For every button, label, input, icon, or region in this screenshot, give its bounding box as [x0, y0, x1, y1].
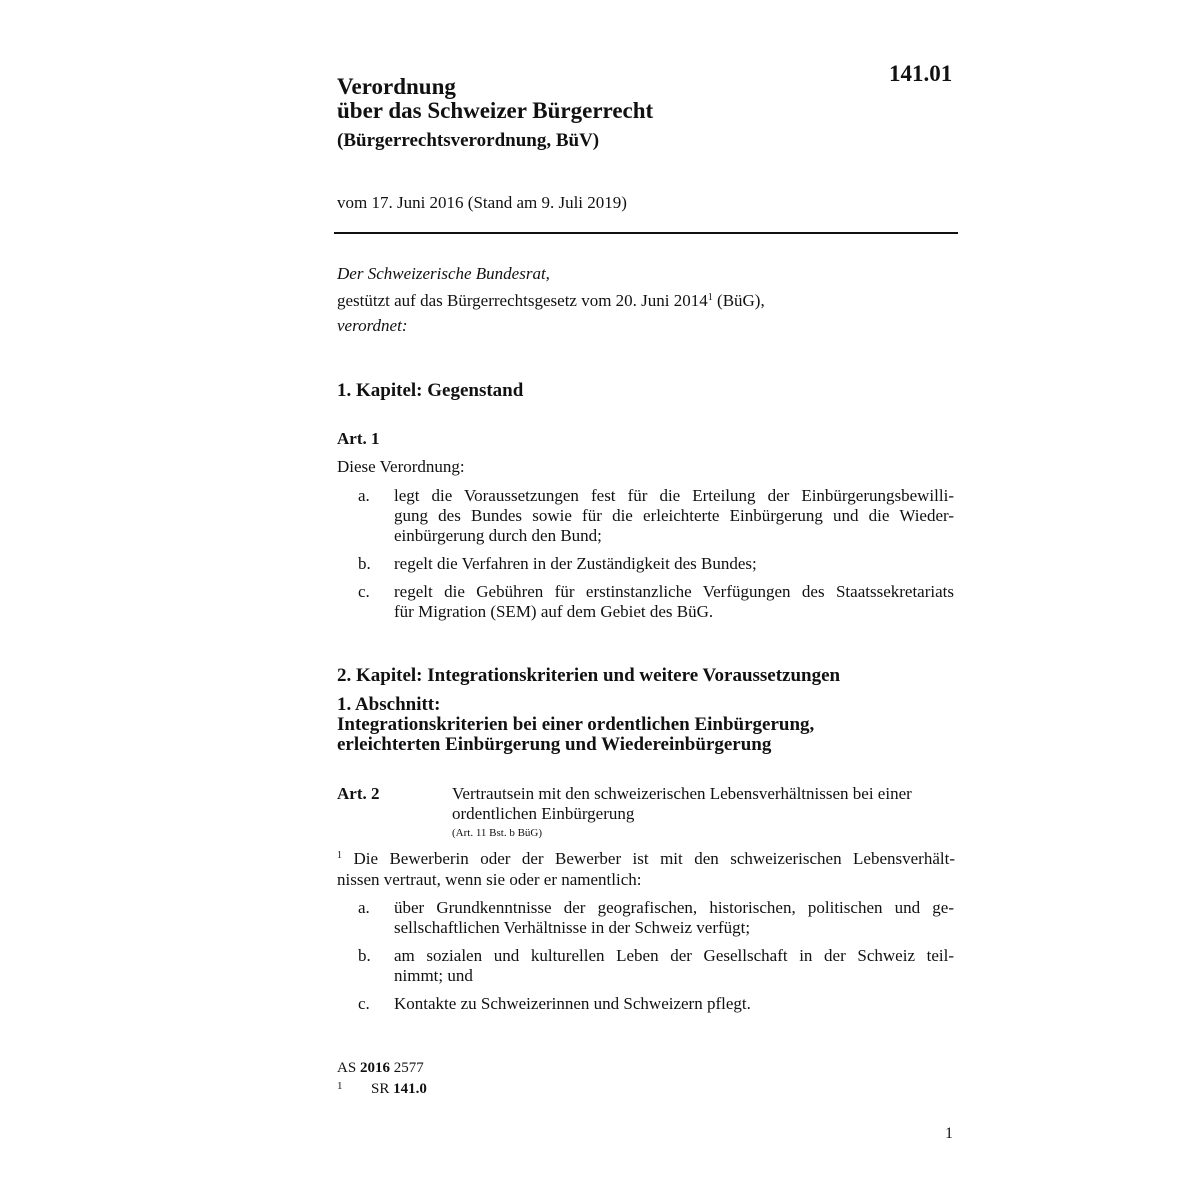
list-item-line: regelt die Verfahren in der Zuständigkeit des Bundes;: [394, 554, 757, 573]
sr-number: 141.01: [889, 61, 953, 86]
preamble-authority: Der Schweizerische Bundesrat,: [337, 264, 550, 283]
list-item-line: einbürgerung durch den Bund;: [394, 526, 602, 545]
official-compilation-ref: AS 2016 2577: [337, 1060, 424, 1076]
footnote-number: 1: [337, 1080, 343, 1092]
footnote-ref: 1: [707, 292, 713, 303]
list-item-line: regelt die Gebühren für erstinstanzliche Verfügungen des Staatssekretariats: [394, 582, 954, 601]
art2-title-line-2: ordentlichen Einbürgerung: [452, 804, 635, 823]
section-title-line-1: Integrationskriterien bei einer ordentlichen Einbürgerung,: [337, 714, 815, 735]
paragraph-number: 1: [337, 850, 342, 861]
list-item-line: für Migration (SEM) auf dem Gebiet des BüG.: [394, 602, 714, 621]
preamble-basis: gestützt auf das Bürgerrechtsgesetz vom 20. Juni 2014$^1$ (BüG),: [337, 291, 765, 310]
chapter1-title: 1. Kapitel: Gegenstand: [337, 380, 524, 401]
preamble-decree: verordnet:: [337, 316, 408, 335]
art1-intro: Diese Verordnung:: [337, 457, 465, 476]
list-item-label: c.: [358, 582, 370, 601]
list-item-line: am sozialen und kulturellen Leben der Gesellschaft in der Schweiz teil-: [394, 946, 954, 965]
title-line-2: über das Schweizer Bürgerrecht: [337, 98, 654, 123]
list-item-label: c.: [358, 994, 370, 1013]
list-item-label: a.: [358, 486, 370, 505]
footnote-text: SR 141.0: [371, 1081, 427, 1097]
art2-reference: (Art. 11 Bst. b BüG): [452, 827, 543, 839]
list-item-line: sellschaftlichen Verhältnisse in der Schweiz verfügt;: [394, 918, 751, 937]
art2-paragraph-line-2: nissen vertraut, wenn sie oder er namentlich:: [337, 870, 642, 889]
art2-title-line-1: Vertrautsein mit den schweizerischen Lebensverhältnissen bei einer: [452, 784, 912, 803]
list-item-line: legt die Voraussetzungen fest für die Erteilung der Einbürgerungsbewilli-: [394, 486, 954, 505]
list-item-label: a.: [358, 898, 370, 917]
header-rule: [334, 232, 958, 234]
section-title-line-2: erleichterten Einbürgerung und Wiedereinbürgerung: [337, 734, 772, 755]
section-label: 1. Abschnitt:: [337, 694, 441, 715]
art2-paragraph-line-1: $^1$ Die Bewerberin oder der Bewerber ist mit den schweizerischen Lebensverhält-: [337, 849, 955, 868]
subtitle: (Bürgerrechtsverordnung, BüV): [337, 130, 600, 151]
list-item-line: Kontakte zu Schweizerinnen und Schweizern pflegt.: [394, 994, 751, 1013]
list-item-line: gung des Bundes sowie für die erleichterte Einbürgerung und die Wieder-: [394, 506, 954, 525]
list-item-line: nimmt; und: [394, 966, 473, 985]
list-item-label: b.: [358, 946, 371, 965]
art1-label: Art. 1: [337, 429, 380, 448]
page-number: 1: [945, 1125, 953, 1142]
title-line-1: Verordnung: [337, 74, 456, 99]
art2-label: Art. 2: [337, 784, 380, 803]
chapter2-title: 2. Kapitel: Integrationskriterien und weitere Voraussetzungen: [337, 665, 841, 686]
enactment-date: vom 17. Juni 2016 (Stand am 9. Juli 2019): [337, 193, 627, 212]
list-item-label: b.: [358, 554, 371, 573]
list-item-line: über Grundkenntnisse der geografischen, historischen, politischen und ge-: [394, 898, 954, 917]
